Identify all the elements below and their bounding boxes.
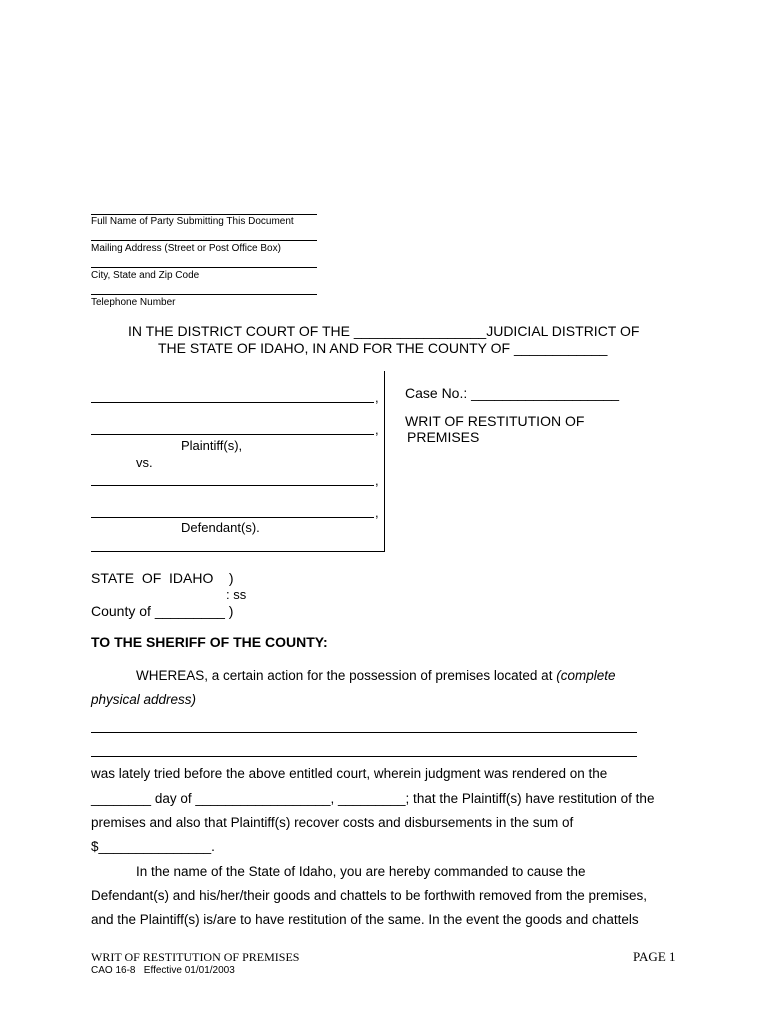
plaintiff-line-1-comma: , bbox=[375, 390, 379, 405]
document-title-line1: WRIT OF RESTITUTION OF bbox=[405, 413, 585, 429]
whereas-italic: (complete bbox=[556, 668, 616, 683]
header-label-address: Mailing Address (Street or Post Office Box) bbox=[91, 243, 281, 254]
defendant-label: Defendant(s). bbox=[181, 520, 260, 535]
paragraph3-line2: Defendant(s) and his/her/their goods and chattels to be forthwith removed from the premises, bbox=[91, 888, 648, 903]
defendant-line-1-comma: , bbox=[375, 473, 379, 488]
plaintiff-line-2 bbox=[91, 434, 374, 435]
court-heading-line1: IN THE DISTRICT COURT OF THE _________________JUDICIAL DISTRICT OF bbox=[128, 323, 640, 339]
defendant-line-1 bbox=[91, 485, 374, 486]
defendant-line-2-comma: , bbox=[375, 505, 379, 520]
plaintiff-line-1 bbox=[91, 402, 374, 403]
paragraph2-line4: $_______________. bbox=[91, 839, 215, 854]
plaintiff-label: Plaintiff(s), bbox=[181, 438, 243, 453]
header-label-city: City, State and Zip Code bbox=[91, 270, 200, 281]
court-heading-line2: THE STATE OF IDAHO, IN AND FOR THE COUNTY OF ____________ bbox=[158, 340, 608, 356]
header-line-city bbox=[91, 267, 317, 268]
paragraph2-line1: was lately tried before the above entitled court, wherein judgment was rendered on the bbox=[91, 766, 608, 781]
address-blank-line-1 bbox=[91, 732, 637, 733]
caption-bottom-border bbox=[91, 551, 385, 552]
header-line-phone bbox=[91, 294, 317, 295]
address-blank-line-2 bbox=[91, 756, 637, 757]
venue-county: County of _________ ) bbox=[91, 603, 234, 619]
versus-label: vs. bbox=[136, 455, 153, 470]
plaintiff-line-2-comma: , bbox=[375, 422, 379, 437]
venue-ss: : ss bbox=[226, 587, 247, 602]
case-number: Case No.: ___________________ bbox=[405, 385, 620, 401]
footer-form-id: CAO 16-8 Effective 01/01/2003 bbox=[91, 965, 235, 976]
paragraph3-line3: and the Plaintiff(s) is/are to have restitution of the same. In the event the goods and chattels bbox=[91, 912, 639, 927]
document-title-line2: PREMISES bbox=[407, 429, 480, 445]
header-line-name bbox=[91, 214, 317, 215]
footer-page-number: PAGE 1 bbox=[633, 949, 676, 964]
paragraph2-line2: ________ day of __________________, _________; that the Plaintiff(s) have restitution of the bbox=[91, 791, 655, 806]
address-hint: physical address) bbox=[91, 692, 197, 707]
header-label-phone: Telephone Number bbox=[91, 297, 176, 308]
caption-divider-vertical bbox=[384, 371, 385, 552]
to-sheriff-heading: TO THE SHERIFF OF THE COUNTY: bbox=[91, 634, 328, 650]
defendant-line-2 bbox=[91, 517, 374, 518]
address-hint-line bbox=[91, 692, 196, 707]
header-label-name: Full Name of Party Submitting This Document bbox=[91, 216, 294, 227]
venue-state: STATE OF IDAHO ) bbox=[91, 570, 234, 586]
whereas-text: WHEREAS, a certain action for the possession of premises located at bbox=[136, 668, 557, 683]
header-line-address bbox=[91, 240, 317, 241]
paragraph3-line1: In the name of the State of Idaho, you are hereby commanded to cause the bbox=[136, 864, 586, 879]
whereas-line bbox=[136, 668, 615, 683]
paragraph2-line3: premises and also that Plaintiff(s) recover costs and disbursements in the sum of bbox=[91, 815, 574, 830]
footer-title: WRIT OF RESTITUTION OF PREMISES bbox=[91, 950, 300, 964]
